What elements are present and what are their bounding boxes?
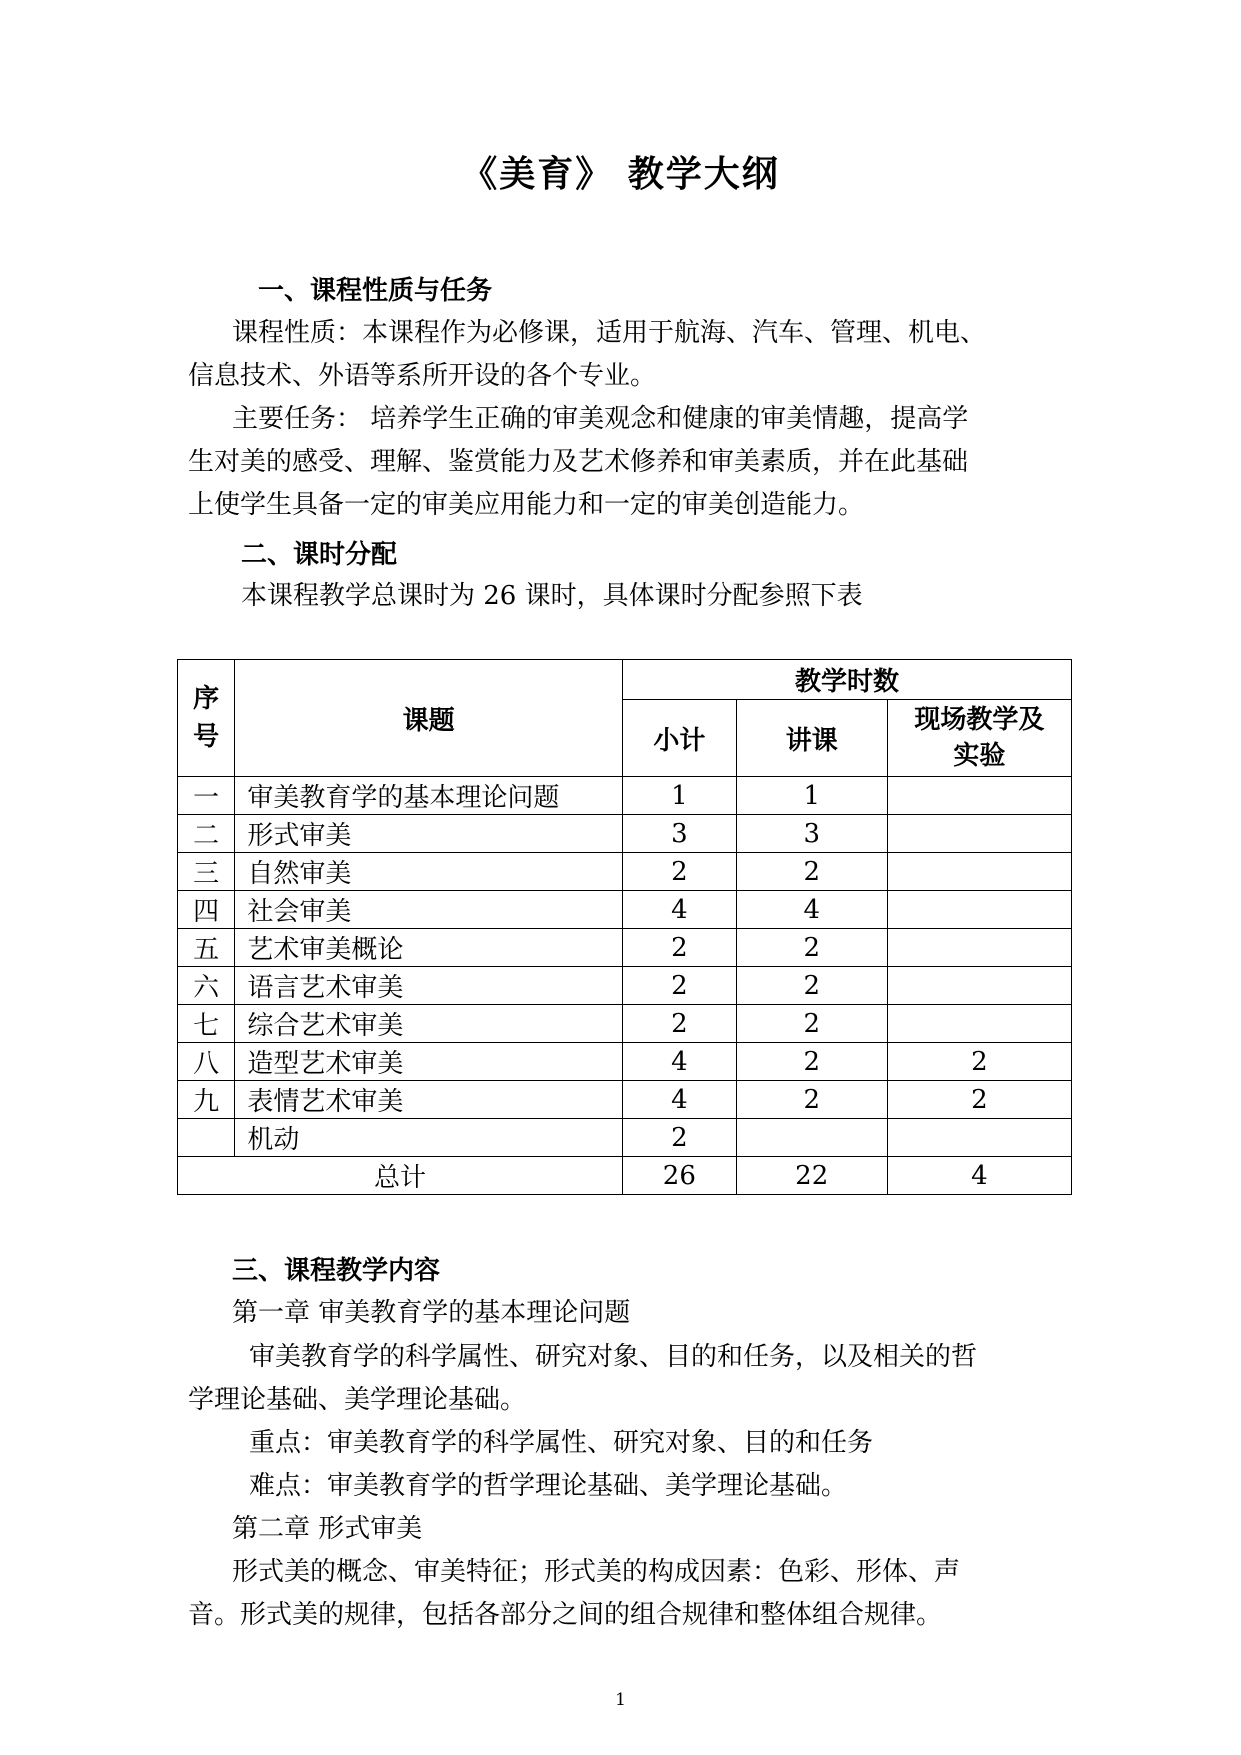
row-seq: 五: [178, 929, 235, 967]
main-task-line2: 生对美的感受、理解、鉴赏能力及艺术修养和审美素质，并在此基础: [188, 447, 969, 477]
header-teaching-hours: 教学时数: [622, 660, 1071, 700]
table-row: [178, 891, 1072, 929]
row-field: 2: [887, 1081, 1071, 1119]
header-field-teaching: 现场教学及 实验: [887, 700, 1071, 777]
row-subtotal: 1: [622, 777, 736, 815]
row-field: [887, 777, 1071, 815]
chapter1-line1: 审美教育学的科学属性、研究对象、目的和任务，以及相关的哲: [249, 1342, 978, 1372]
row-seq: 二: [178, 815, 235, 853]
row-subtotal: 4: [622, 891, 736, 929]
row-lecture: 2: [736, 929, 887, 967]
hours-table: [177, 659, 1072, 1195]
row-topic: 语言艺术审美: [235, 967, 623, 1005]
section2-heading: 二、课时分配: [241, 540, 398, 570]
row-topic: 审美教育学的基本理论问题: [235, 777, 623, 815]
table-row: [178, 967, 1072, 1005]
chapter1-line2: 学理论基础、美学理论基础。: [188, 1385, 527, 1415]
course-nature-line1: 课程性质：本课程作为必修课，适用于航海、汽车、管理、机电、: [232, 318, 987, 348]
row-seq: 七: [178, 1005, 235, 1043]
row-subtotal: 4: [622, 1081, 736, 1119]
row-lecture: [736, 1119, 887, 1157]
course-nature-line2: 信息技术、外语等系所开设的各个专业。: [188, 361, 657, 391]
document-title: 《美育》 教学大纲: [461, 154, 780, 195]
table-row: [178, 853, 1072, 891]
row-subtotal: 2: [622, 853, 736, 891]
page-number: 1: [615, 1690, 626, 1710]
row-subtotal: 3: [622, 815, 736, 853]
row-subtotal: 4: [622, 1043, 736, 1081]
row-lecture: 1: [736, 777, 887, 815]
chapter1-difficult-point: 难点：审美教育学的哲学理论基础、美学理论基础。: [249, 1471, 848, 1501]
row-subtotal: 2: [622, 929, 736, 967]
total-lecture: 22: [736, 1157, 887, 1195]
table-total-row: [178, 1157, 1072, 1195]
row-lecture: 2: [736, 853, 887, 891]
row-field: [887, 1119, 1071, 1157]
row-seq: 九: [178, 1081, 235, 1119]
row-field: [887, 929, 1071, 967]
row-field: [887, 815, 1071, 853]
row-lecture: 2: [736, 1005, 887, 1043]
row-topic: 形式审美: [235, 815, 623, 853]
row-lecture: 2: [736, 967, 887, 1005]
row-topic: 造型艺术审美: [235, 1043, 623, 1081]
chapter2-line2: 音。形式美的规律，包括各部分之间的组合规律和整体组合规律。: [188, 1600, 943, 1630]
total-label: 总计: [178, 1157, 623, 1195]
header-seq: 序 号: [178, 660, 235, 777]
row-lecture: 2: [736, 1081, 887, 1119]
row-field: [887, 967, 1071, 1005]
chapter2-line1: 形式美的概念、审美特征；形式美的构成因素：色彩、形体、声: [232, 1557, 961, 1587]
row-lecture: 2: [736, 1043, 887, 1081]
chapter1-title: 第一章 审美教育学的基本理论问题: [232, 1298, 631, 1328]
row-seq: [178, 1119, 235, 1157]
table-row: [178, 929, 1072, 967]
row-lecture: 4: [736, 891, 887, 929]
total-subtotal: 26: [622, 1157, 736, 1195]
table-row: [178, 1005, 1072, 1043]
row-field: 2: [887, 1043, 1071, 1081]
header-lecture: 讲课: [736, 700, 887, 777]
row-topic: 综合艺术审美: [235, 1005, 623, 1043]
header-subtotal: 小计: [622, 700, 736, 777]
row-seq: 三: [178, 853, 235, 891]
section1-heading: 一、课程性质与任务: [258, 276, 493, 306]
row-seq: 六: [178, 967, 235, 1005]
table-row: [178, 777, 1072, 815]
header-topic: 课题: [235, 660, 623, 777]
table-row: [178, 1081, 1072, 1119]
chapter1-key-point: 重点：审美教育学的科学属性、研究对象、目的和任务: [249, 1428, 874, 1458]
row-topic: 机动: [235, 1119, 623, 1157]
row-field: [887, 853, 1071, 891]
row-seq: 四: [178, 891, 235, 929]
row-topic: 艺术审美概论: [235, 929, 623, 967]
table-row: [178, 1119, 1072, 1157]
row-topic: 表情艺术审美: [235, 1081, 623, 1119]
row-subtotal: 2: [622, 1119, 736, 1157]
main-task-line1: 主要任务： 培养学生正确的审美观念和健康的审美情趣，提高学: [232, 404, 969, 434]
row-field: [887, 1005, 1071, 1043]
section3-heading: 三、课程教学内容: [232, 1256, 441, 1286]
table-row: [178, 815, 1072, 853]
table-row: [178, 1043, 1072, 1081]
row-seq: 一: [178, 777, 235, 815]
total-field: 4: [887, 1157, 1071, 1195]
section2-intro: 本课程教学总课时为 26 课时，具体课时分配参照下表: [241, 581, 863, 611]
row-seq: 八: [178, 1043, 235, 1081]
row-subtotal: 2: [622, 1005, 736, 1043]
row-topic: 社会审美: [235, 891, 623, 929]
row-lecture: 3: [736, 815, 887, 853]
row-field: [887, 891, 1071, 929]
row-subtotal: 2: [622, 967, 736, 1005]
main-task-line3: 上使学生具备一定的审美应用能力和一定的审美创造能力。: [188, 490, 865, 520]
table-header-row: [178, 660, 1072, 700]
row-topic: 自然审美: [235, 853, 623, 891]
chapter2-title: 第二章 形式审美: [232, 1514, 423, 1544]
